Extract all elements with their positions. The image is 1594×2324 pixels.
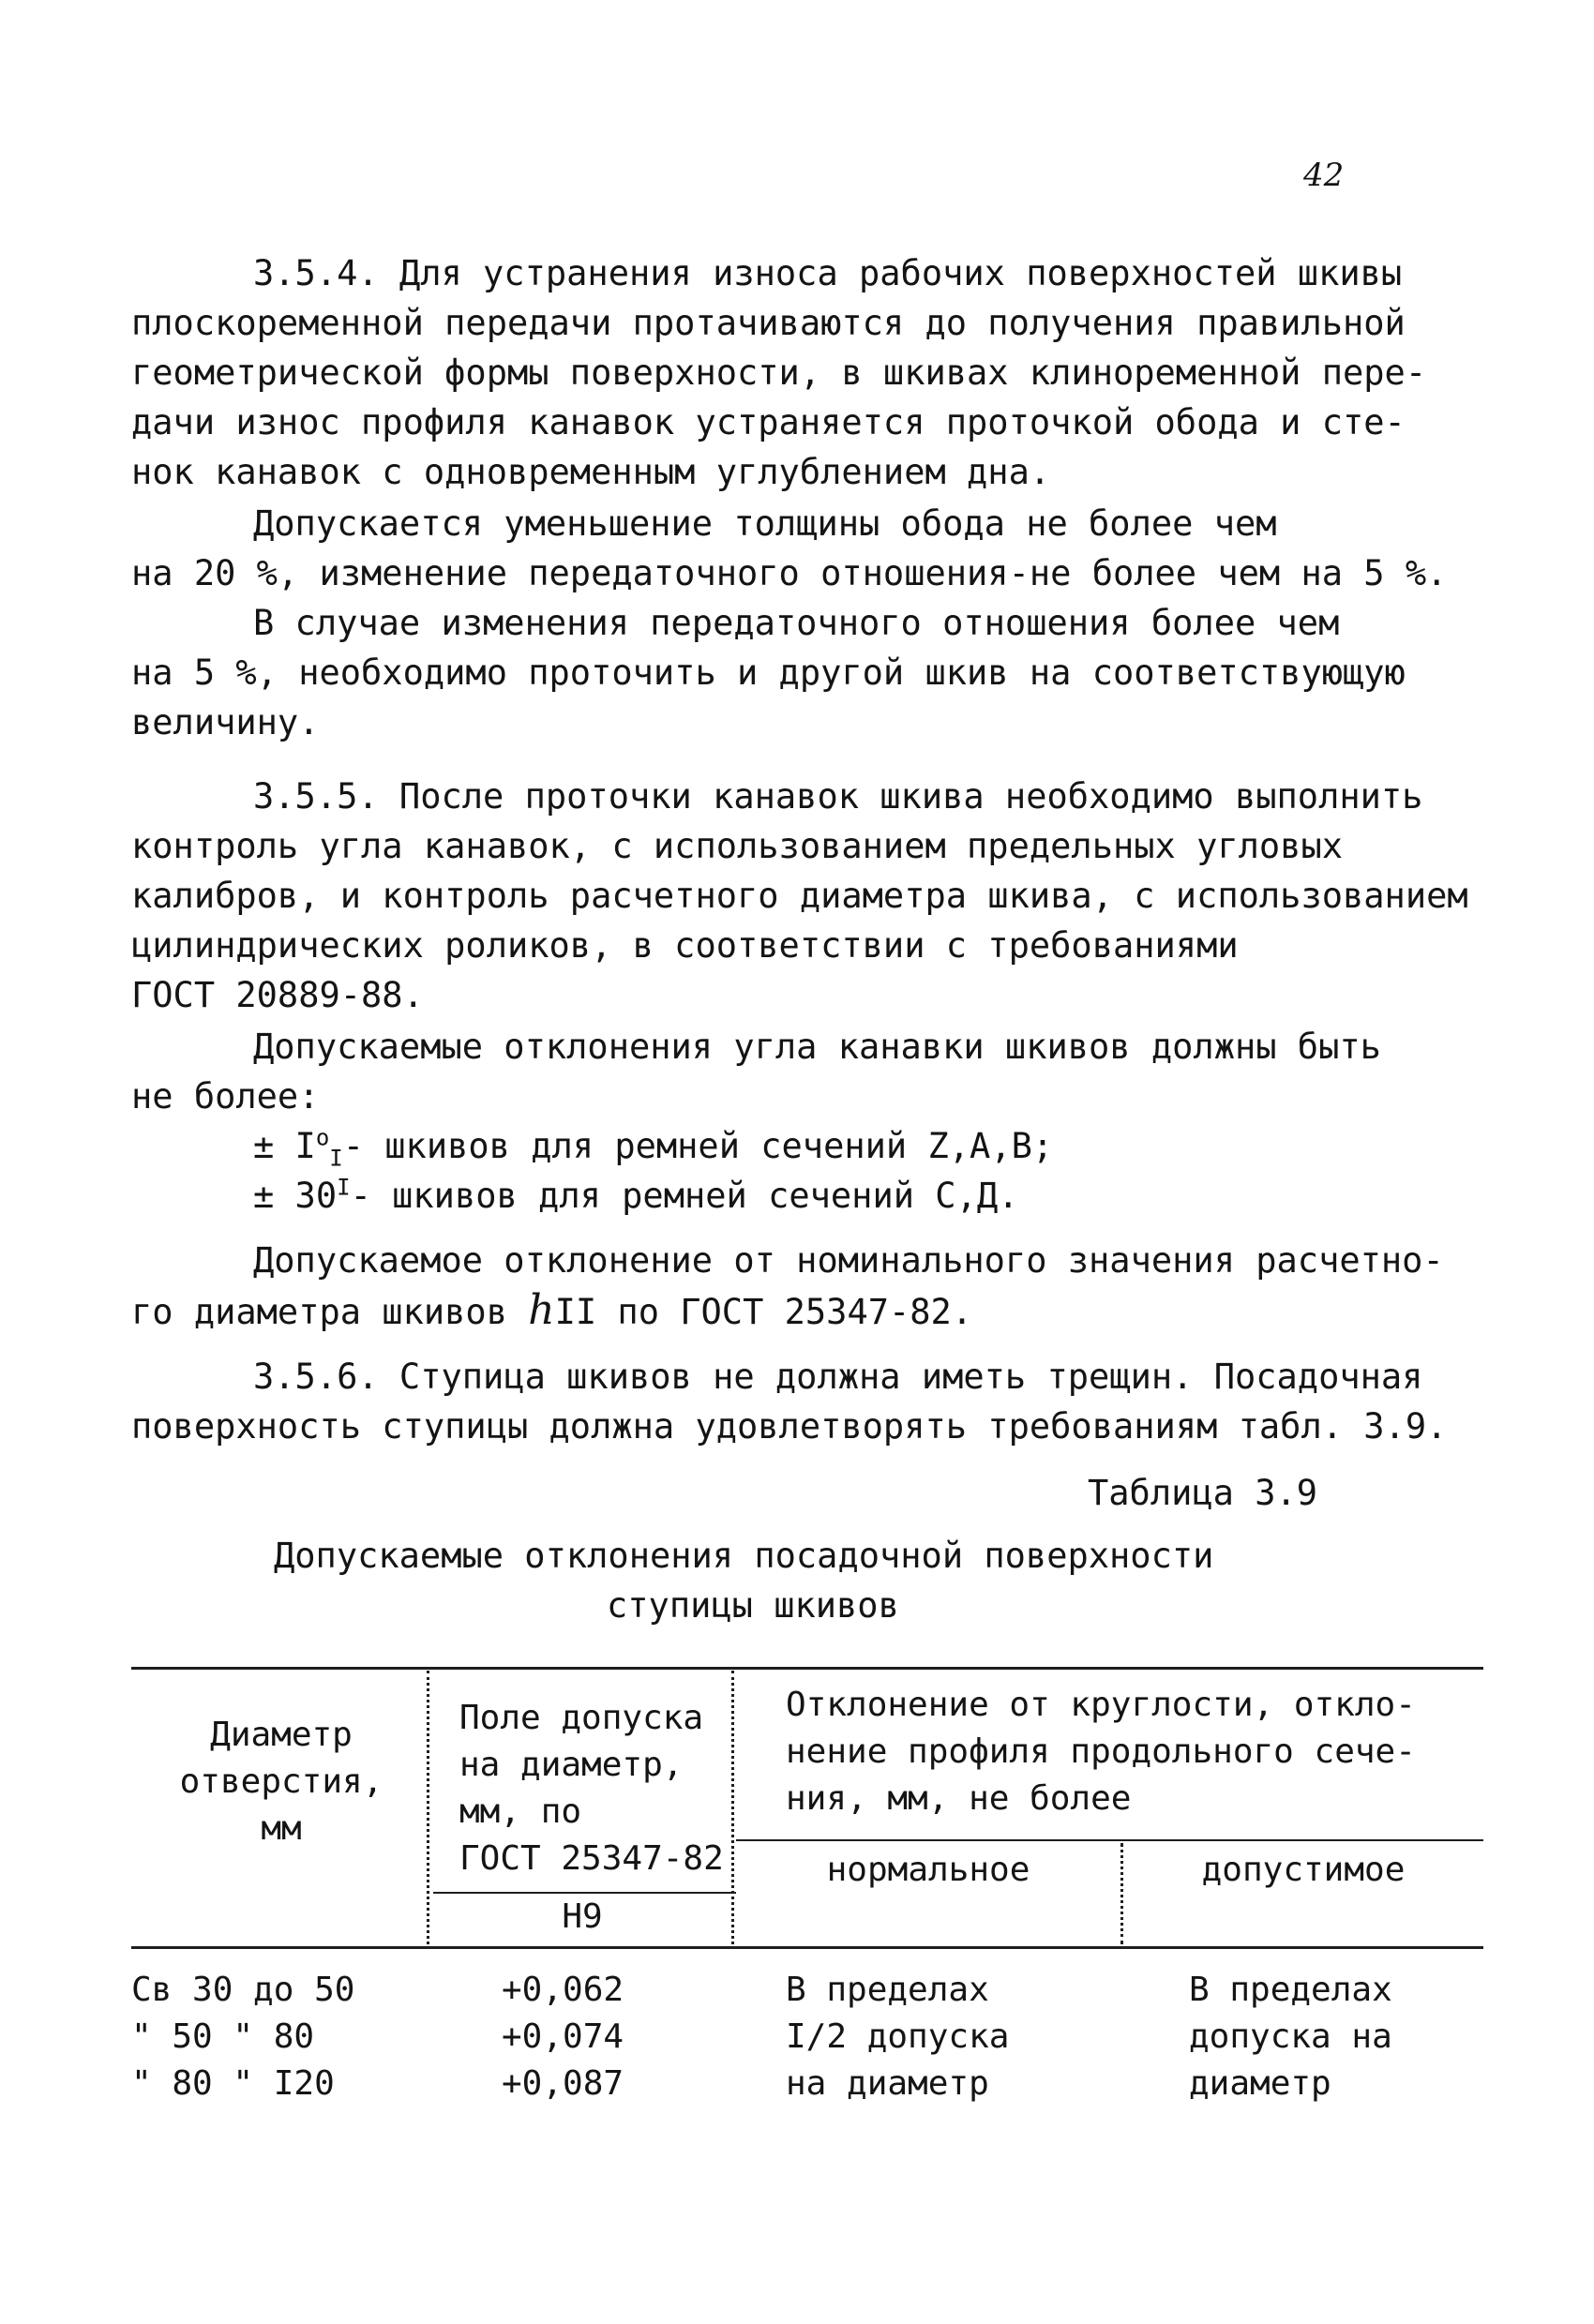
s355-p3-text-b: II по ГОСТ 25347-82. (554, 1292, 973, 1332)
row-1-tolerance: +0,062 (502, 1971, 624, 2009)
tol1-superscript: о (315, 1124, 330, 1151)
s355-p3-line-2 (131, 1285, 972, 1338)
table-col-divider-2 (731, 1671, 736, 1944)
s354-line-3: геометрической формы поверхности, в шкивах клиноременной пере- (131, 352, 1427, 393)
normal-line-3: на диаметр (786, 2064, 989, 2103)
s356-line-2: поверхность ступицы должна удовлетворять требованиям табл. 3.9. (131, 1406, 1448, 1447)
header-tol-line-4: ГОСТ 25347-82 (459, 1839, 724, 1878)
header-dev-line-3: ния, мм, не более (786, 1779, 1132, 1818)
row-2-tolerance: +0,074 (502, 2017, 624, 2056)
header-tolerance-grade: Н9 (562, 1897, 603, 1936)
tol2-text: - шкивов для ремней сечений С,Д. (350, 1176, 1019, 1216)
tol2-prefix: ± 30 (253, 1176, 338, 1216)
allowed-line-2: допуска на (1189, 2017, 1392, 2056)
s355-line-2: контроль угла канавок, с использованием предельных угловых (131, 826, 1344, 866)
tolerance-symbol: h (528, 1286, 555, 1334)
allowed-line-1: В пределах (1189, 1971, 1392, 2009)
allowed-value (1189, 1967, 1392, 2107)
s355-line-5: ГОСТ 20889-88. (131, 975, 424, 1015)
normal-line-1: В пределах (786, 1971, 989, 2009)
tolerance-line-1 (253, 1121, 1053, 1172)
s355-line-4: цилиндрических роликов, в соответствии с требованиями (131, 925, 1239, 966)
row-1-diameter: Св 30 до 50 (131, 1971, 355, 2009)
s355-p2-line-2: не более: (131, 1076, 320, 1117)
s354-line-5: нок канавок с одновременным углублением дна. (131, 452, 1051, 492)
header-diameter (141, 1712, 422, 1852)
row-3-tolerance: +0,087 (502, 2064, 624, 2103)
tol1-text: - шкивов для ремней сечений Z,A,B; (342, 1126, 1054, 1166)
s354-p3-line-3: величину. (131, 702, 320, 742)
tol1-prefix: ± I (253, 1126, 316, 1166)
header-tol-line-3: мм, по (459, 1792, 582, 1831)
s354-p2-line-1: Допускается уменьшение толщины обода не более чем (253, 503, 1277, 544)
s355-p3-line-1: Допускаемое отклонение от номинального значения расчетно- (253, 1240, 1444, 1281)
header-tolerance-field (459, 1695, 724, 1882)
s354-line-1: 3.5.4. Для устранения износа рабочих поверхностей шкивы (253, 253, 1403, 293)
header-diameter-line-3: мм (261, 1809, 302, 1848)
table-subheader-rule (736, 1839, 1483, 1841)
tol2-superscript: I (337, 1174, 351, 1201)
tol1-subscript: I (329, 1145, 343, 1172)
table-header-bottom-rule (131, 1946, 1483, 1949)
normal-value (786, 1967, 1009, 2107)
s354-p3-line-1: В случае изменения передаточного отношения более чем (253, 603, 1340, 643)
header-tol-line-1: Поле допуска (459, 1699, 704, 1737)
page-number: 42 (1303, 157, 1345, 194)
header-tol-line-2: на диаметр, (459, 1746, 684, 1784)
s354-p2-line-2: на 20 %, изменение передаточного отношения-не более чем на 5 %. (131, 553, 1448, 593)
tolerance-line-2 (253, 1171, 1018, 1222)
table-label: Таблица 3.9 (1088, 1473, 1318, 1513)
header-diameter-line-2: отверстия, (179, 1762, 383, 1801)
s354-line-4: дачи износ профиля канавок устраняется проточкой обода и сте- (131, 402, 1406, 442)
normal-line-2: I/2 допуска (786, 2017, 1010, 2056)
table-title-line-1: Допускаемые отклонения посадочной поверхности (274, 1536, 1214, 1576)
s356-line-1: 3.5.6. Ступица шкивов не должна иметь трещин. Посадочная (253, 1357, 1423, 1397)
header-diameter-line-1: Диаметр (210, 1716, 353, 1754)
s354-p3-line-2: на 5 %, необходимо проточить и другой шкив на соответствующую (131, 652, 1406, 693)
header-deviation (786, 1682, 1416, 1822)
s355-line-3: калибров, и контроль расчетного диаметра шкива, с использованием (131, 876, 1468, 916)
table-col-divider-1 (427, 1671, 431, 1944)
table-title-line-2: ступицы шкивов (607, 1585, 899, 1626)
row-2-diameter: " 50 " 80 (131, 2017, 315, 2056)
s354-line-2: плоскоременной передачи протачиваются до получения правильной (131, 303, 1406, 343)
s355-p3-text-a: го диаметра шкивов (131, 1292, 507, 1332)
header-allowed: допустимое (1201, 1851, 1406, 1889)
header-dev-line-1: Отклонение от круглости, откло- (786, 1686, 1416, 1724)
s355-p2-line-1: Допускаемые отклонения угла канавки шкивов должны быть (253, 1027, 1381, 1067)
row-3-diameter: " 80 " I20 (131, 2064, 335, 2103)
allowed-line-3: диаметр (1189, 2064, 1331, 2103)
s355-line-1: 3.5.5. После проточки канавок шкива необходимо выполнить (253, 776, 1423, 817)
header-dev-line-2: нение профиля продольного сече- (786, 1732, 1416, 1771)
header-normal: нормальное (826, 1851, 1030, 1889)
table-top-rule (131, 1667, 1483, 1670)
